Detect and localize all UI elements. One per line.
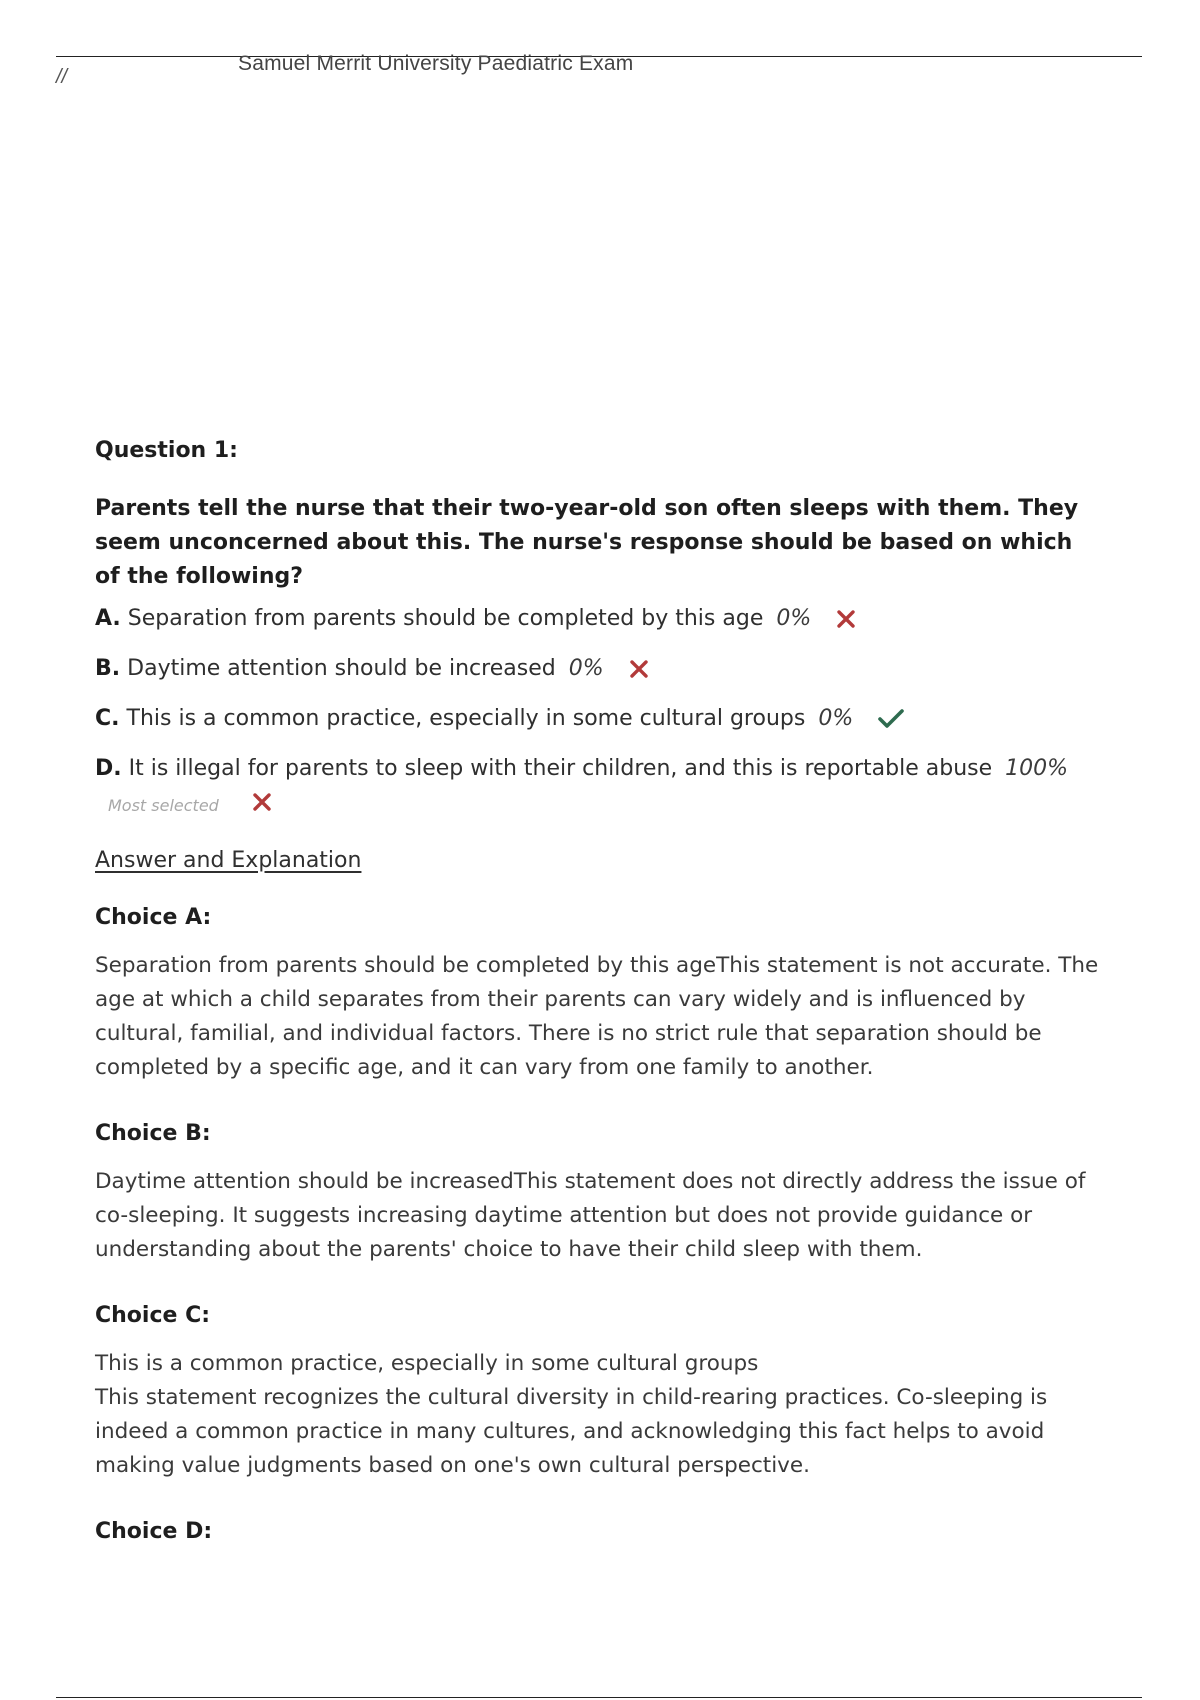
option-letter: A. [95,606,121,631]
question-text: Parents tell the nurse that their two-year-old son often sleeps with them. They seem unconcerned about this. The nurse's response should be based on which of the following? [95,496,1079,589]
document-title: Samuel Merrit University Paediatric Exam [238,52,634,75]
option-letter: C. [95,706,120,731]
option-percent: 0% [568,656,604,681]
choice-a-explanation: Separation from parents should be completed by this ageThis statement is not accurate. The age at which a child separates from their parents can vary widely and is influenced by cultural, familial, and individual factors. There is no strict rule that separation should be completed by a specific age, and it can vary from one family to another. [95,953,1099,1080]
option-text: This is a common practice, especially in some cultural groups [126,706,806,731]
choice-c-reasoning: This statement recognizes the cultural diversity in child-rearing practices. Co-sleeping is indeed a common practice in many cultures, and acknowledging this fact helps to avoid making value judgments based on one's own cultural perspective. [95,1385,1048,1478]
option-b[interactable] [95,654,1115,688]
check-icon [878,708,904,738]
cross-icon [629,658,649,688]
option-a[interactable] [95,604,1115,638]
header-slashes: // [56,66,68,88]
option-letter: D. [95,756,122,781]
footer-rule [56,1697,1142,1698]
option-percent: 100% [1005,756,1069,781]
option-text: Daytime attention should be increased [127,656,556,681]
question-label: Question 1: [95,438,238,463]
choice-a-heading: Choice A: [95,905,212,930]
most-selected-row [95,790,1115,826]
answer-explanation-link[interactable]: Answer and Explanation [95,848,362,873]
choice-c-explanation [95,1347,1115,1483]
option-text: Separation from parents should be completed by this age [127,606,764,631]
choice-b-explanation: Daytime attention should be increasedThis statement does not directly address the issue of co-sleeping. It suggests increasing daytime attention but does not provide guidance or understanding about the parents' choice to have their child sleep with them. [95,1169,1086,1262]
choice-b-heading: Choice B: [95,1121,211,1146]
option-d[interactable] [95,754,1115,784]
choice-d-heading: Choice D: [95,1519,213,1544]
most-selected-label: Most selected [108,796,219,815]
choice-c-heading: Choice C: [95,1303,211,1328]
option-c[interactable] [95,704,1115,738]
choice-c-restated-option: This is a common practice, especially in some cultural groups [95,1351,759,1376]
option-letter: B. [95,656,121,681]
option-percent: 0% [818,706,854,731]
cross-icon [836,608,856,638]
cross-icon [252,792,272,816]
question-panel [95,436,1115,1563]
option-percent: 0% [776,606,812,631]
option-text: It is illegal for parents to sleep with their children, and this is reportable abuse [128,756,993,781]
